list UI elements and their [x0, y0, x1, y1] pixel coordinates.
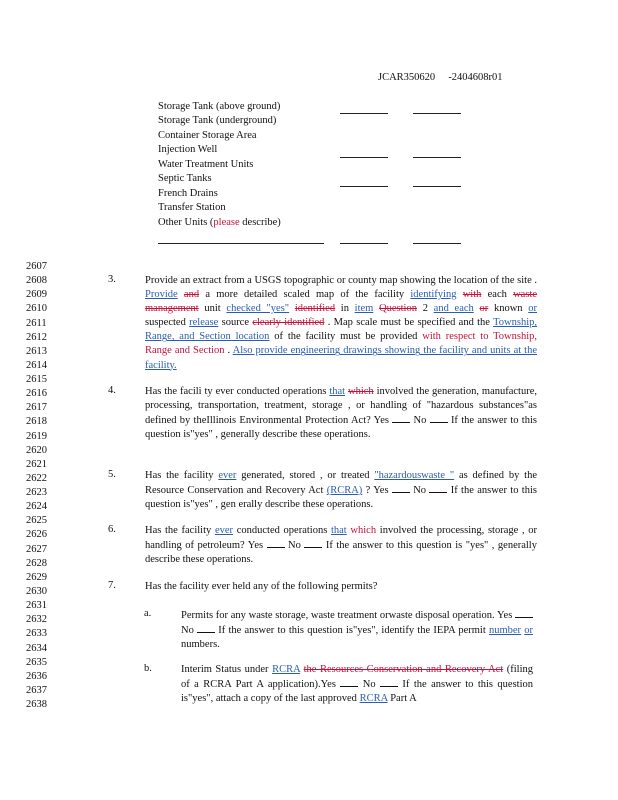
paragraph-item-3: Provide an extract from a USGS topographic or county map showing the location of the site . Provide and a more detailed scaled map of the facility identifying with each waste management unit checked "yes" identified in item Question 2 and each or known or suspected release source clearly identified . Map scale must be specified and the Township, Range, and Section location of the facility must be provided with respect to Township, Range and Section . Also provide engineering drawings showing the facility and units at the facility. [145, 275, 538, 371]
line-number: 2611 [26, 317, 47, 329]
line-number: 2638 [26, 699, 47, 711]
line-number: 2612 [26, 331, 47, 343]
answer-blank[interactable] [340, 186, 388, 187]
line-number: 2615 [26, 374, 47, 386]
yes-blank[interactable] [392, 483, 410, 493]
no-blank[interactable] [197, 623, 215, 633]
inserted-text: release [189, 317, 219, 329]
inserted-please: please [213, 217, 240, 228]
inserted-text: identifying [410, 289, 457, 301]
list-item: Water Treatment Units [158, 159, 254, 170]
line-number: 2636 [26, 670, 47, 682]
inserted-text: ever [214, 525, 234, 536]
document-header [378, 72, 503, 83]
paragraph-item-5: Has the facility ever generated, stored , or treated "hazardouswaste " as defined by the Resource Conservation and Recovery Act (RCRA) ? Yes No If the answer to this question is"yes" , gen erally describe these operations. [145, 470, 537, 511]
list-item: Injection Well [158, 144, 218, 155]
inserted-text: item [354, 303, 374, 315]
paragraph-item-7b: Interim Status under RCRA the Resources Conservation and Recovery Act (filing of a RCRA Part A application).Yes No If the answer to this question is"yes", attach a copy of the last approved RCRA Part A [181, 664, 533, 705]
inserted-text: "hazardouswaste " [374, 470, 455, 481]
other-units-pre: Other Units ( [158, 217, 214, 228]
list-item: Container Storage Area [158, 130, 257, 141]
answer-blank[interactable] [340, 243, 388, 244]
inserted-text: Provide [145, 289, 178, 301]
inserted-text: RCRA [359, 693, 388, 705]
no-blank[interactable] [429, 483, 447, 493]
other-units-post: describe) [239, 217, 281, 228]
line-number: 2630 [26, 585, 47, 597]
list-item: Septic Tanks [158, 173, 212, 184]
line-number: 2633 [26, 628, 47, 640]
line-number: 2622 [26, 472, 47, 484]
inserted-text: and each [433, 303, 474, 315]
list-item: Storage Tank (above ground) [158, 101, 281, 112]
item-number: 3. [108, 274, 116, 285]
line-number: 2626 [26, 529, 47, 541]
line-number: 2608 [26, 275, 47, 287]
paragraph-item-7a: Permits for any waste storage, waste treatment orwaste disposal operation. Yes No If the answer to this question is"yes", identify the IEPA permit number or numbers. [181, 610, 533, 651]
line-number: 2621 [26, 458, 47, 470]
line-number: 2607 [26, 261, 47, 272]
deleted-text: clearly identified [252, 317, 325, 329]
inserted-text: or [528, 303, 538, 315]
item-number: 6. [108, 524, 116, 535]
line-number: 2637 [26, 684, 47, 696]
answer-blank[interactable] [340, 157, 388, 158]
line-number: 2629 [26, 571, 47, 583]
answer-blank[interactable] [413, 186, 461, 187]
answer-blank[interactable] [413, 157, 461, 158]
inserted-text: with respect to Township, Range and Section [145, 331, 537, 357]
inserted-text: that [330, 525, 347, 536]
answer-blank[interactable] [413, 113, 461, 114]
line-number: 2619 [26, 430, 47, 442]
subitem-letter: a. [144, 608, 152, 619]
line-number: 2628 [26, 557, 47, 569]
deleted-text: Question [379, 303, 417, 315]
other-units-blank[interactable] [158, 243, 324, 244]
inserted-text: Also provide engineering drawings showing the facility and units at the facility. [145, 345, 537, 371]
line-number: 2614 [26, 359, 47, 371]
inserted-text: or [524, 625, 533, 637]
no-blank[interactable] [304, 538, 322, 548]
inserted-text: (RCRA) [326, 485, 363, 497]
line-number: 2624 [26, 501, 47, 513]
line-number: 2623 [26, 487, 47, 499]
line-number: 2631 [26, 600, 47, 612]
document-version: -2404608r01 [448, 72, 503, 83]
line-number: 2627 [26, 543, 47, 555]
line-number: 2634 [26, 642, 47, 654]
line-number: 2613 [26, 345, 47, 357]
list-item: Transfer Station [158, 202, 226, 213]
deleted-text: which [348, 386, 374, 397]
inserted-text: number [488, 625, 522, 637]
inserted-text: RCRA [272, 664, 301, 675]
inserted-text: Township, Range, and Section location [145, 317, 537, 343]
inserted-text: ever [218, 470, 237, 481]
line-number: 2609 [26, 289, 47, 301]
document-id: JCAR350620 [378, 72, 436, 83]
deleted-text: or [479, 303, 489, 315]
yes-blank[interactable] [267, 538, 285, 548]
answer-blank[interactable] [340, 113, 388, 114]
inserted-text: which [346, 525, 377, 536]
paragraph-item-6: Has the facility ever conducted operations that which involved the processing, storage , or handling of petroleum? Yes No If the answer to this question is "yes" , generally describe these operations. [145, 525, 538, 566]
paragraph-item-4: Has the facili ty ever conducted operations that which involved the generation, manufacture, processing, transportation, treatment, storage , or handling of "hazardous substances"as defined by theIllinois Environmental Protection Act? Yes No If the answer to this question is"yes" , generally describe these operations. [145, 386, 537, 441]
yes-blank[interactable] [392, 413, 410, 423]
line-number: 2610 [26, 303, 47, 315]
item-number: 5. [108, 469, 116, 480]
line-number: 2632 [26, 614, 47, 626]
deleted-text: and [183, 289, 200, 301]
line-number: 2620 [26, 444, 47, 456]
no-blank[interactable] [380, 677, 398, 687]
line-number: 2617 [26, 402, 47, 414]
yes-blank[interactable] [340, 677, 358, 687]
other-units-label [158, 217, 281, 228]
deleted-text: waste management [145, 289, 538, 315]
subitem-letter: b. [144, 663, 152, 674]
paragraph-item-7: Has the facility ever held any of the following permits? [145, 581, 378, 592]
item-number: 4. [108, 385, 116, 396]
deleted-text: identified [294, 303, 336, 315]
line-number: 2625 [26, 515, 47, 527]
item-number: 7. [108, 580, 116, 591]
inserted-text: that [329, 386, 346, 397]
answer-blank[interactable] [413, 243, 461, 244]
list-item: Storage Tank (underground) [158, 115, 277, 126]
list-item: French Drains [158, 188, 218, 199]
yes-blank[interactable] [515, 608, 533, 618]
inserted-text: checked "yes" [226, 303, 290, 315]
deleted-text: with [462, 289, 482, 301]
no-blank[interactable] [430, 413, 448, 423]
line-number: 2618 [26, 416, 47, 428]
line-number: 2616 [26, 388, 47, 400]
deleted-text: the Resources Conservation and Recovery Act [303, 664, 504, 675]
line-number: 2635 [26, 656, 47, 668]
